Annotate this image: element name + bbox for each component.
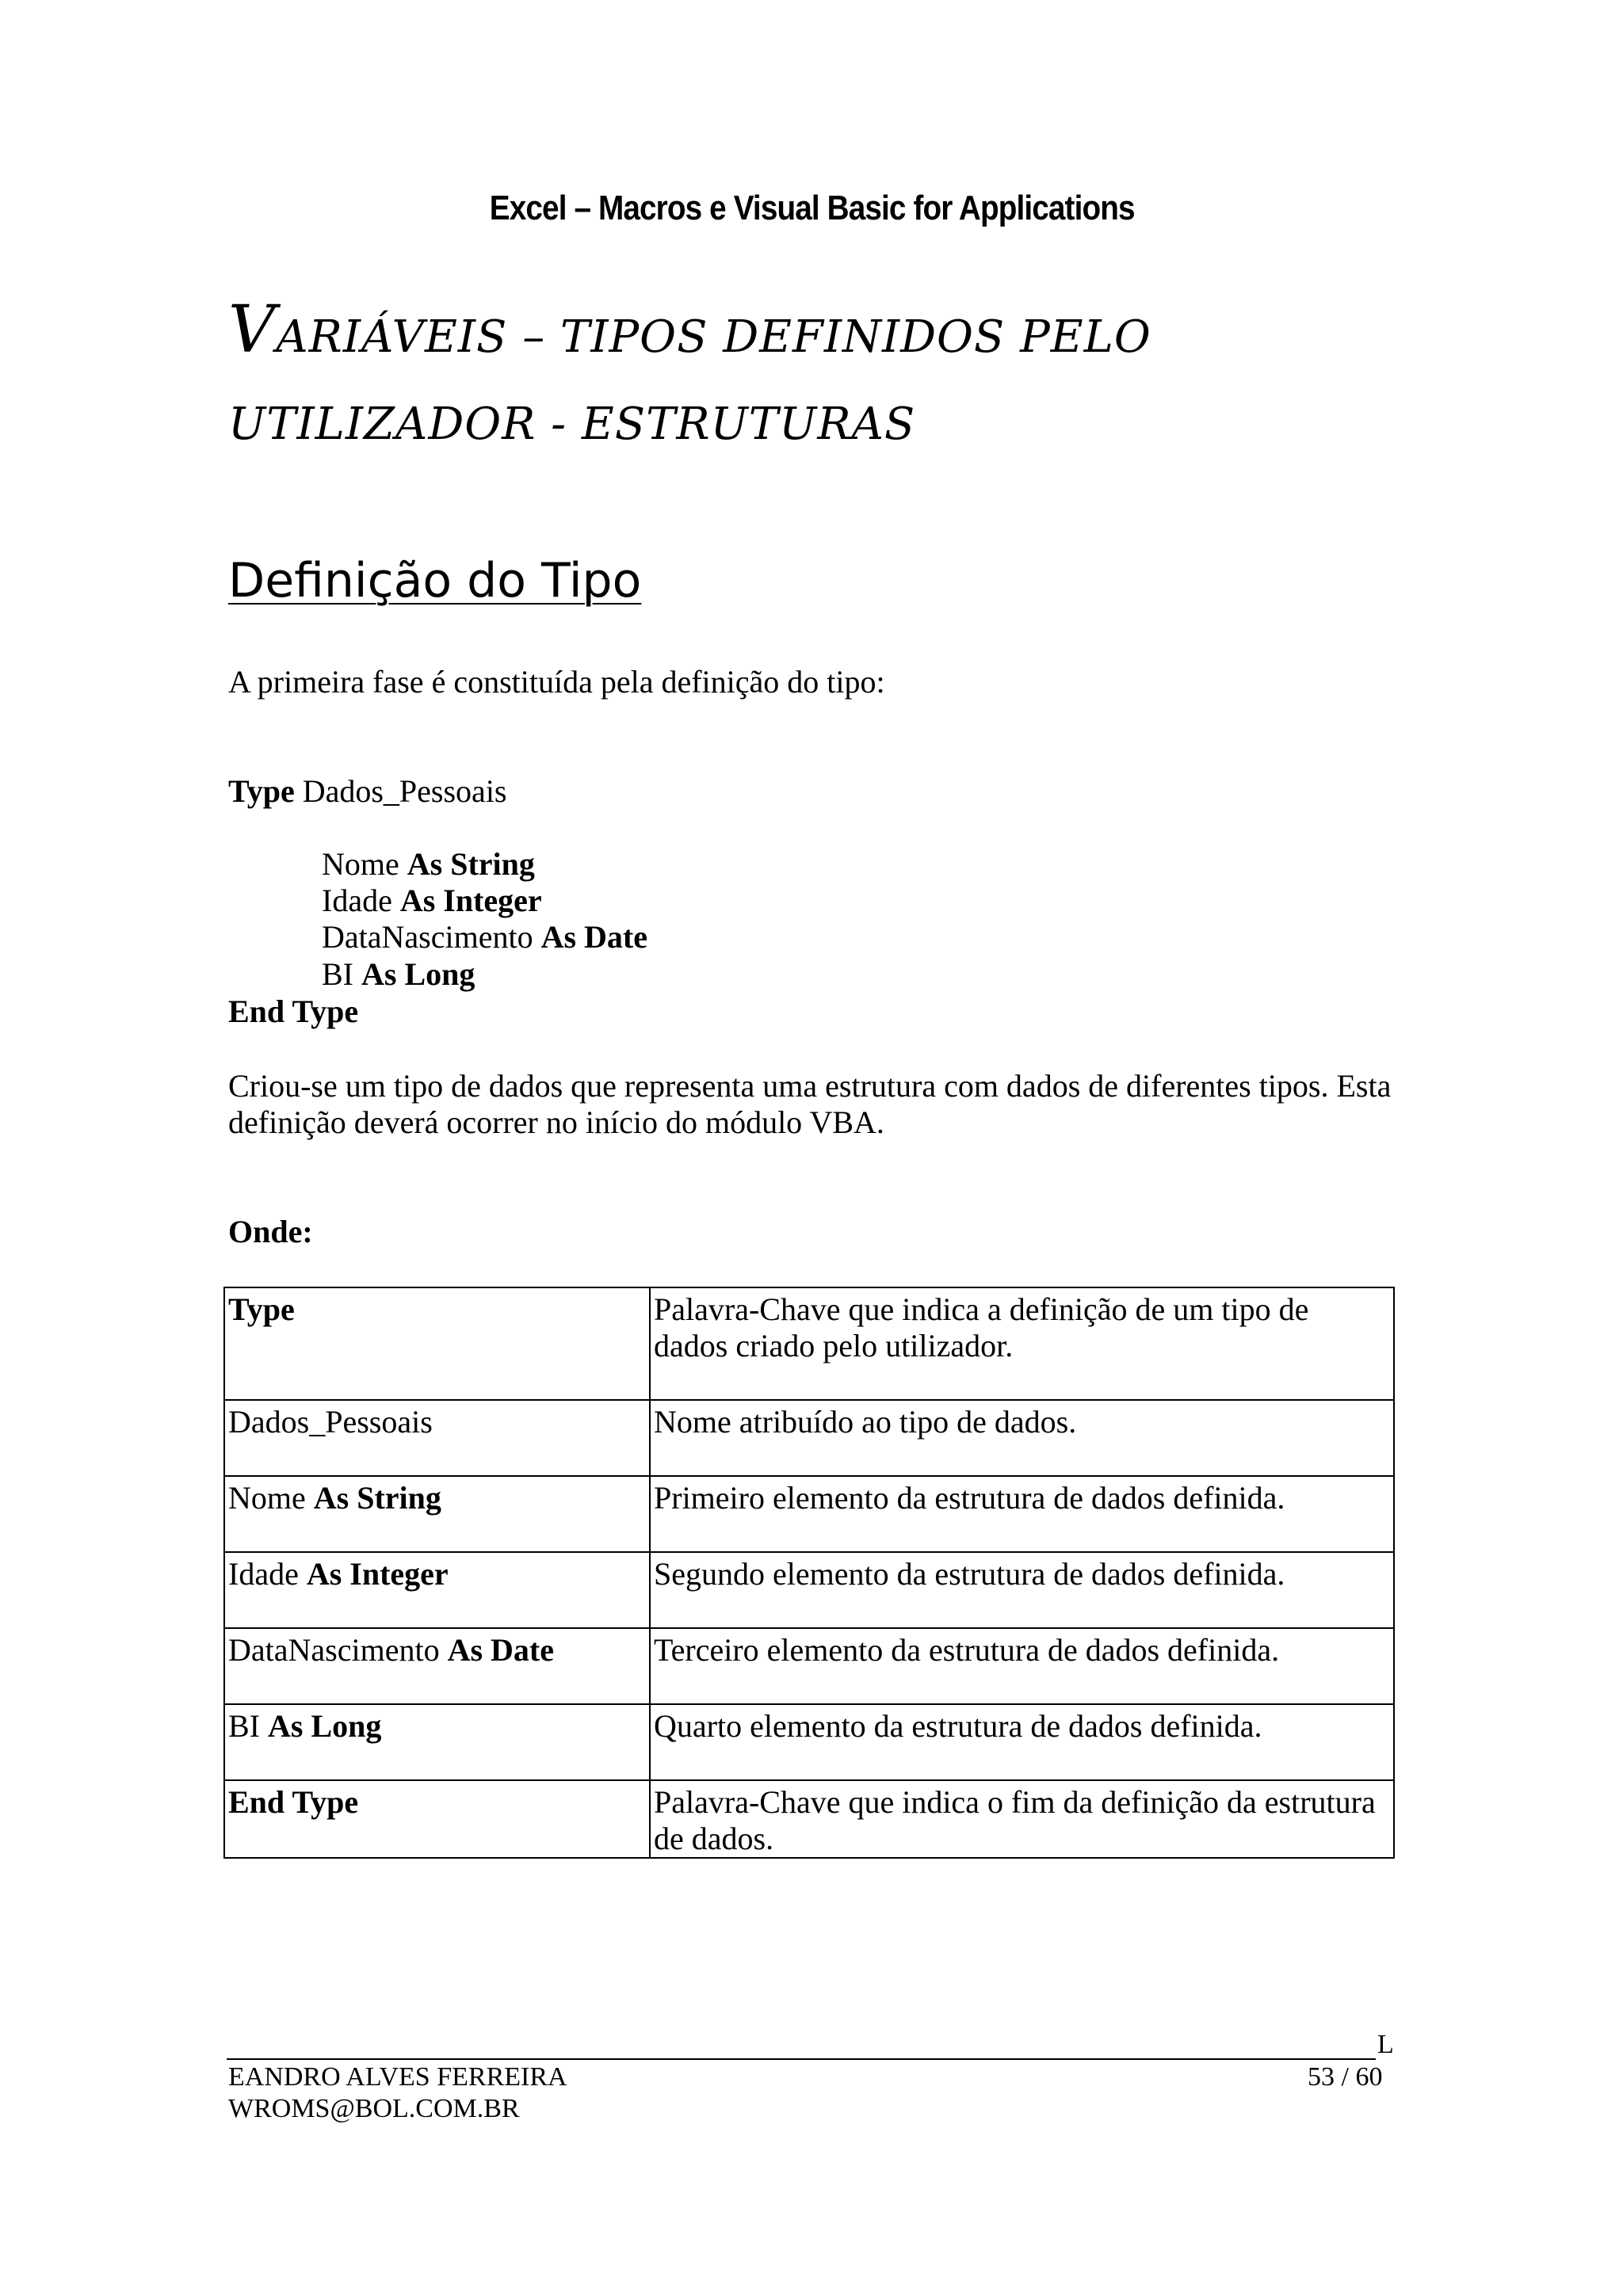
term-plain: Nome — [228, 1480, 314, 1516]
table-term-cell — [224, 1628, 650, 1704]
table-term-cell — [224, 1476, 650, 1552]
term-bold: As String — [313, 1480, 441, 1516]
term-bold: As Date — [447, 1632, 554, 1668]
table-description-cell: Palavra-Chave que indica a definição de um tipo de dados criado pelo utilizador. — [650, 1287, 1394, 1400]
term-plain: Idade — [228, 1556, 307, 1592]
section-title: Definição do Tipo — [228, 553, 642, 608]
term-bold: As Integer — [306, 1556, 449, 1592]
table-description-cell: Primeiro elemento da estrutura de dados definida. — [650, 1476, 1394, 1552]
term-plain: BI — [228, 1708, 268, 1744]
code-field-name: Nome — [322, 846, 407, 882]
term-bold: As Long — [268, 1708, 382, 1744]
code-field-type: As Long — [361, 956, 475, 992]
table-row — [224, 1704, 1394, 1780]
chapter-title-line-1: VARIÁVEIS – TIPOS DEFINIDOS PELO — [228, 292, 1151, 368]
onde-label: Onde: — [228, 1214, 313, 1249]
code-type-declaration — [228, 773, 507, 810]
table-term-cell — [224, 1704, 650, 1780]
code-field-line — [322, 956, 475, 993]
table-row — [224, 1552, 1394, 1628]
code-field-line — [322, 919, 647, 955]
table-description-cell: Segundo elemento da estrutura de dados definida. — [650, 1552, 1394, 1628]
code-type-keyword: Type — [228, 773, 295, 809]
definition-table — [223, 1287, 1395, 1859]
intro-paragraph: A primeira fase é constituída pela definição do tipo: — [228, 664, 885, 700]
footer-divider — [227, 2058, 1376, 2060]
code-field-type: As Integer — [399, 883, 542, 918]
code-field-name: DataNascimento — [322, 919, 541, 955]
table-row — [224, 1780, 1394, 1858]
table-term-cell — [224, 1400, 650, 1476]
table-row — [224, 1287, 1394, 1400]
code-field-type: As String — [407, 846, 535, 882]
table-term-cell — [224, 1780, 650, 1858]
table-description-cell: Palavra-Chave que indica o fim da definição da estrutura de dados. — [650, 1780, 1394, 1858]
chapter-title-line-2: UTILIZADOR - ESTRUTURAS — [228, 399, 916, 450]
term-bold: End Type — [228, 1784, 359, 1820]
page-number: 53 / 60 — [1308, 2062, 1383, 2092]
table-row — [224, 1400, 1394, 1476]
running-header: Excel – Macros e Visual Basic for Applications — [489, 189, 1135, 227]
explanation-paragraph: Criou-se um tipo de dados que representa uma estrutura com dados de diferentes tipos. Esta definição deverá ocorrer no início do módulo VBA. — [228, 1068, 1392, 1140]
table-description-cell: Quarto elemento da estrutura de dados definida. — [650, 1704, 1394, 1780]
footer-author: EANDRO ALVES FERREIRA — [228, 2062, 567, 2092]
table-description-cell: Nome atribuído ao tipo de dados. — [650, 1400, 1394, 1476]
term-plain: Dados_Pessoais — [228, 1404, 433, 1440]
code-type-name: Dados_Pessoais — [294, 773, 507, 809]
code-end-type — [228, 994, 358, 1030]
chapter-title — [228, 287, 1496, 468]
term-bold: Type — [228, 1291, 295, 1327]
table-description-cell: Terceiro elemento da estrutura de dados definida. — [650, 1628, 1394, 1704]
code-field-line — [322, 846, 535, 883]
code-field-name: Idade — [322, 883, 400, 918]
table-row — [224, 1628, 1394, 1704]
footer-email: WROMS@BOL.COM.BR — [228, 2094, 520, 2123]
code-end-keyword: End Type — [228, 994, 359, 1029]
term-plain: DataNascimento — [228, 1632, 448, 1668]
code-field-type: As Date — [540, 919, 647, 955]
footer-letter: L — [1377, 2030, 1394, 2059]
table-row — [224, 1476, 1394, 1552]
code-field-line — [322, 883, 542, 919]
table-term-cell — [224, 1287, 650, 1400]
table-term-cell — [224, 1552, 650, 1628]
code-field-name: BI — [322, 956, 361, 992]
